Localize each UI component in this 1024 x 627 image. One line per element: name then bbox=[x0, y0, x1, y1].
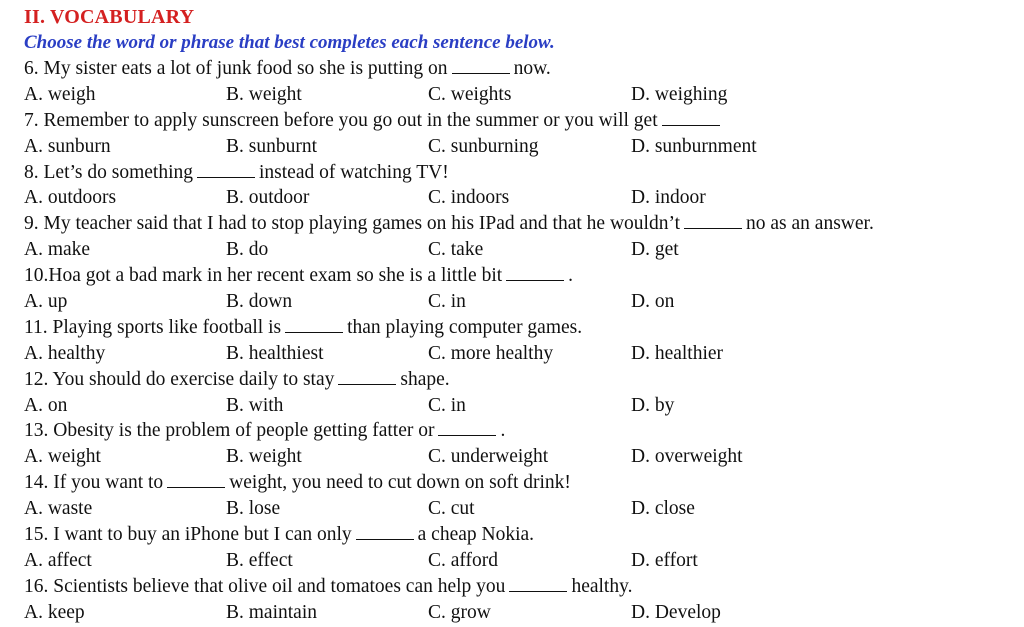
question-text-continued: instead of watching TV! bbox=[259, 161, 449, 183]
answer-blank bbox=[338, 383, 396, 385]
question-14 bbox=[24, 470, 1014, 496]
option-d: D. get bbox=[631, 239, 679, 261]
option-b: B. do bbox=[226, 239, 269, 261]
section-title: II. VOCABULARY bbox=[24, 6, 195, 28]
option-c: C. in bbox=[428, 291, 466, 313]
option-d: D. close bbox=[631, 498, 695, 520]
option-a: A. outdoors bbox=[24, 187, 117, 209]
option-b: B. with bbox=[226, 394, 284, 416]
option-c: C. weights bbox=[428, 83, 512, 105]
option-d: D. effort bbox=[631, 549, 698, 571]
options-row bbox=[24, 134, 1014, 160]
answer-blank bbox=[197, 176, 255, 178]
question-8 bbox=[24, 160, 1014, 186]
option-a: A. healthy bbox=[24, 342, 106, 364]
question-text: 11. Playing sports like football is bbox=[24, 316, 282, 338]
question-text: 16. Scientists believe that olive oil and tomatoes can help you bbox=[24, 575, 506, 597]
option-a: A. up bbox=[24, 291, 68, 313]
question-11 bbox=[24, 315, 1014, 341]
option-d: D. Develop bbox=[631, 601, 721, 623]
question-text: 6. My sister eats a lot of junk food so she is putting on bbox=[24, 58, 448, 79]
options-row bbox=[24, 237, 1014, 263]
option-c: C. in bbox=[428, 394, 466, 416]
question-16 bbox=[24, 574, 1014, 600]
option-b: B. sunburnt bbox=[226, 135, 318, 157]
option-c: C. cut bbox=[428, 498, 475, 520]
option-b: B. down bbox=[226, 291, 293, 313]
option-a: A. waste bbox=[24, 498, 93, 520]
answer-blank bbox=[684, 227, 742, 229]
question-text-continued: a cheap Nokia. bbox=[417, 524, 535, 546]
question-text: 12. You should do exercise daily to stay bbox=[24, 368, 335, 390]
option-b: B. outdoor bbox=[226, 187, 310, 209]
question-text-continued: weight, you need to cut down on soft drink! bbox=[229, 472, 571, 494]
option-b: B. maintain bbox=[226, 601, 317, 623]
option-b: B. healthiest bbox=[226, 342, 324, 364]
question-text: 10.Hoa got a bad mark in her recent exam so she is a little bit bbox=[24, 265, 503, 287]
question-text: 7. Remember to apply sunscreen before you go out in the summer or you will get bbox=[24, 109, 658, 131]
option-c: C. more healthy bbox=[428, 342, 554, 364]
question-text: 15. I want to buy an iPhone but I can only bbox=[24, 524, 352, 546]
option-c: C. afford bbox=[428, 549, 499, 571]
options-row bbox=[24, 393, 1014, 419]
option-a: A. keep bbox=[24, 601, 85, 623]
options-row bbox=[24, 548, 1014, 574]
options-row bbox=[24, 496, 1014, 522]
option-a: A. weigh bbox=[24, 83, 96, 105]
vocabulary-worksheet bbox=[24, 5, 1014, 626]
option-c: C. take bbox=[428, 239, 484, 261]
option-d: D. sunburnment bbox=[631, 135, 757, 157]
option-a: A. weight bbox=[24, 446, 101, 468]
answer-blank bbox=[509, 590, 567, 592]
question-9 bbox=[24, 211, 1014, 237]
option-d: D. on bbox=[631, 291, 675, 313]
question-15 bbox=[24, 522, 1014, 548]
option-b: B. effect bbox=[226, 549, 293, 571]
question-6 bbox=[24, 56, 1014, 82]
option-a: A. make bbox=[24, 239, 91, 261]
answer-blank bbox=[662, 124, 720, 126]
question-text-continued: no as an answer. bbox=[746, 213, 874, 235]
question-text: 9. My teacher said that I had to stop playing games on his IPad and that he wouldn’t bbox=[24, 213, 681, 235]
question-text-continued: than playing computer games. bbox=[347, 316, 583, 338]
answer-blank bbox=[356, 538, 414, 540]
question-text-continued: . bbox=[500, 420, 506, 442]
option-a: A. affect bbox=[24, 549, 92, 571]
question-10 bbox=[24, 263, 1014, 289]
question-text-continued: . bbox=[568, 265, 574, 287]
option-d: D. overweight bbox=[631, 446, 743, 468]
answer-blank bbox=[452, 72, 510, 74]
question-13 bbox=[24, 418, 1014, 444]
question-text: 13. Obesity is the problem of people getting fatter or bbox=[24, 420, 435, 442]
option-d: D. weighing bbox=[631, 83, 728, 105]
question-text: 14. If you want to bbox=[24, 472, 164, 494]
options-row bbox=[24, 444, 1014, 470]
question-12 bbox=[24, 367, 1014, 393]
answer-blank bbox=[285, 331, 343, 333]
options-row bbox=[24, 341, 1014, 367]
answer-blank bbox=[167, 486, 225, 488]
options-row bbox=[24, 600, 1014, 626]
option-c: C. sunburning bbox=[428, 135, 539, 157]
option-d: D. indoor bbox=[631, 187, 706, 209]
options-row bbox=[24, 185, 1014, 211]
option-b: B. weight bbox=[226, 83, 302, 105]
question-7 bbox=[24, 108, 1014, 134]
option-c: C. grow bbox=[428, 601, 491, 623]
option-b: B. lose bbox=[226, 498, 281, 520]
answer-blank bbox=[438, 434, 496, 436]
options-row bbox=[24, 289, 1014, 315]
question-text-continued: now. bbox=[513, 58, 551, 79]
option-a: A. sunburn bbox=[24, 135, 111, 157]
question-text-continued: shape. bbox=[400, 368, 450, 390]
instruction-text: Choose the word or phrase that best completes each sentence below. bbox=[24, 32, 555, 53]
answer-blank bbox=[506, 279, 564, 281]
option-c: C. underweight bbox=[428, 446, 549, 468]
option-a: A. on bbox=[24, 394, 68, 416]
question-text-continued: healthy. bbox=[571, 575, 633, 597]
question-text: 8. Let’s do something bbox=[24, 161, 193, 183]
option-d: D. by bbox=[631, 394, 675, 416]
options-row bbox=[24, 82, 1014, 108]
question-list bbox=[24, 56, 1014, 626]
option-d: D. healthier bbox=[631, 342, 724, 364]
option-c: C. indoors bbox=[428, 187, 510, 209]
option-b: B. weight bbox=[226, 446, 302, 468]
